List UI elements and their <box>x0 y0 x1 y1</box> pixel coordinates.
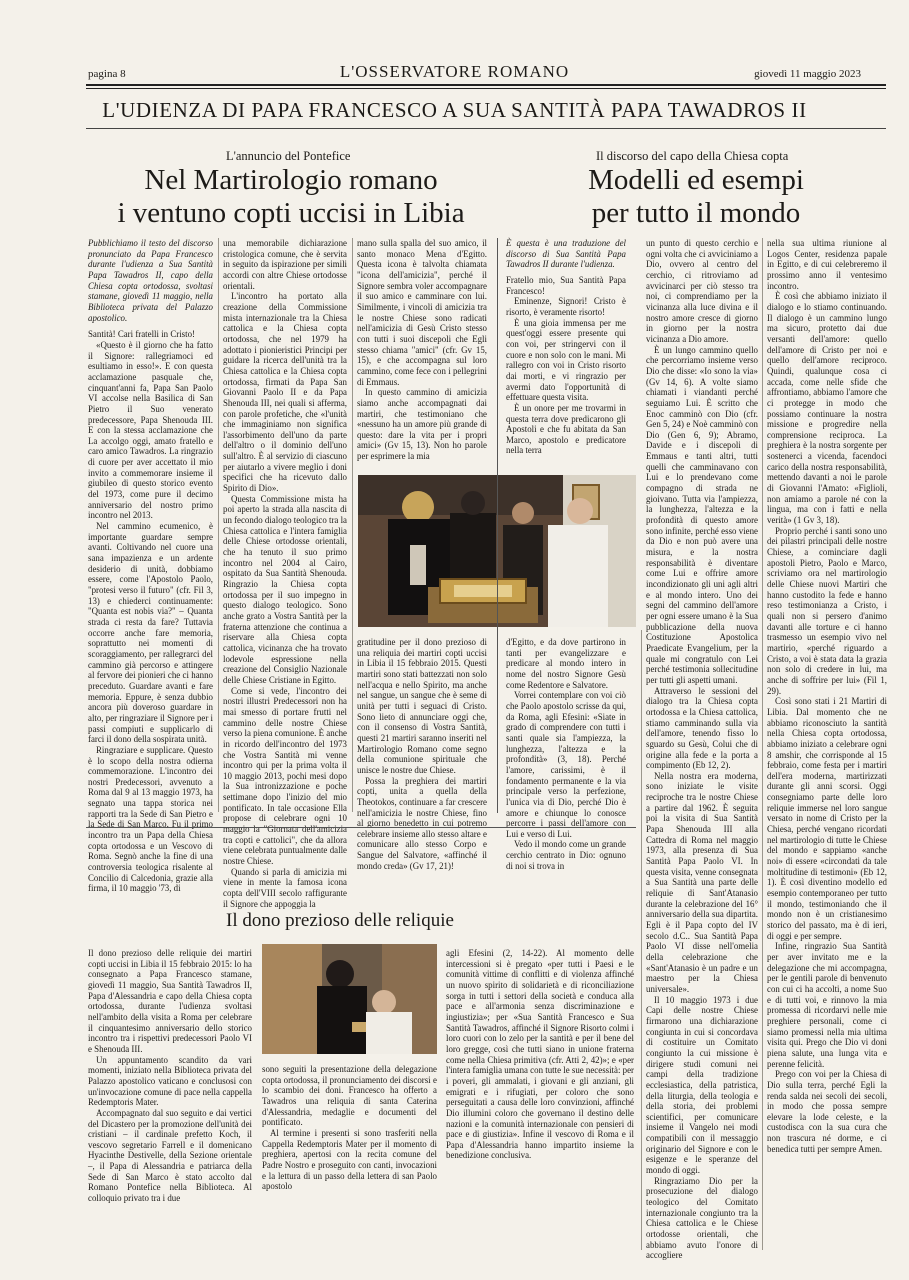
column-divider <box>352 238 353 812</box>
page-title: L'UDIENZA DI PAPA FRANCESCO A SUA SANTITÀ PAPA TAWADROS II <box>102 98 807 122</box>
bottom-col-2 <box>262 1064 437 1250</box>
left-intro: Pubblichiamo il testo del discorso pronunciato da Papa Francesco durante l'udienza a Sua Santità Papa Tawadros II, capo della Chiesa copta ortodossa, svoltasi stamane, giovedì 11 maggio, nella Biblioteca privata del Palazzo apostolico. <box>88 238 213 323</box>
bottom-article-rule <box>86 827 636 828</box>
photo-prayer-redemptoris-mater <box>262 944 437 1054</box>
right-col1-p3: È una gioia immensa per me quest'oggi essere presente qui con voi, per stringervi con il cuore e non solo con le mani. Mi rallegro con voi in Cristo risorto dai morti, e vi ringrazio per avermi dato l'opportunità di effettuare questa visita. <box>506 317 626 403</box>
photo-illustration-small <box>262 944 437 1054</box>
bottom-col-1 <box>88 948 252 1250</box>
masthead: L'OSSERVATORE ROMANO <box>339 62 570 81</box>
left-col2-p0: una memorabile dichiarazione cristologica comune, che è servita in seguito da ispirazione per simili accordi con altre Chiese ortodosse orientali. <box>223 238 347 291</box>
left-headline-line1: Nel Martirologio romano <box>144 164 438 196</box>
right-col3-p4: Infine, ringrazio Sua Santità per aver invitato me e la delegazione che mi accompagna, per le gentili parole di benvenuto con cui ci ha accolti, a nome Suo e di tutti voi, e rinnovo la mia promessa di ricordarvi nelle mie preghiere personali, come ci siamo promessi nella mia ultima visita qui. Prego che Dio vi doni piena salute, una lunga vita e perenne felicità. <box>767 941 887 1069</box>
bottom-col3-p0: agli Efesini (2, 14-22). Al momento delle intercessioni si è pregato «per tutti i Paesi e le comunità vittime di conflitti e di violenza affinché un nuovo spirito di solidarietà e di riconciliazione sorga in tutti i settori della società e conduca alla pace e all'armonia senza discriminazione e ingiustizia»; per «Sua Santità Francesco e Sua Santità Tawadros, affinché il Signore Risorto colmi i loro cuori con lo zelo per la santità e per il bene del loro gregge, così che tutti siano in unione fraterna come nella Chiesa primitiva (cfr. Atti 2, 42)»; e «per l'intera famiglia umana con tutte le sue necessità: per i poveri, gli ammalati, i giovani e gli anziani, gli emigrati e i rifugiati, per coloro che sono perseguitati a causa delle loro convinzioni, affinché Dio illumini coloro che governano il destino delle nazioni e la comunità internazionale con pensieri di pace e di giustizia». Infine il vescovo di Roma e il Papa d'Alessandria hanno impartito insieme la benedizione conclusiva. <box>446 948 634 1161</box>
bottom-headline: Il dono prezioso delle reliquie <box>226 910 454 931</box>
left-headline <box>86 164 496 230</box>
article-divider <box>497 238 498 813</box>
issue-date: giovedì 11 maggio 2023 <box>754 68 861 80</box>
bottom-col-3 <box>446 948 634 1250</box>
right-col3-p3: Così sono stati i 21 Martiri di Libia. Dal momento che ne abbiamo riconosciuto la santità nella Chiesa copta ortodossa, abbiamo iniziato a celebrare ogni 8 amshir, che corrisponde al 15 febbraio, come festa per i martiri dell'era moderna, martirizzati durante gli anni scorsi. Oggi consegniamo parte delle loro reliquie immerse nel loro sangue versato in nome di Cristo per la Chiesa, perché vengano ricordati nel martirologio di tutte le Chiese del mondo e sappiamo «anche noi» di essere «circondati da tale moltitudine di testimoni» (Eb 12, 1). È così diventino modello ed esempio contemporaneo per tutto il mondo, testimoniando che il mondo non è un cristianesimo storico del passato, ma è di ieri, di oggi e per sempre. <box>767 696 887 941</box>
left-col2-p4: Quando si parla di amicizia mi viene in mente la famosa icona copta dell'VIII secolo raffigurante il Signore che appoggia la <box>223 866 347 909</box>
right-col-1-top <box>506 238 626 472</box>
left-col2-p2: Questa Commissione mista ha poi aperto la strada alla nascita di un fecondo dialogo teologico tra la Chiesa cattolica e l'intera famiglia delle Chiese ortodosse orientali, che ha tenuto il suo primo incontro nel 2004 al Cairo, ospitato da Sua Santità Shenouda. Ringrazio la Chiesa copta ortodossa per il suo impegno in questo dialogo teologico. Sono anche grato a Vostra Santità per la fraterna attenzione che continua a riservare alla Chiesa copta cattolica, vicinanza che ha trovato lodevole espressione nella creazione del Consiglio Nazionale delle Chiese Cristiane in Egitto. <box>223 493 347 685</box>
right-headline-line1: Modelli ed esempi <box>588 164 804 196</box>
left-col3-p3: Possa la preghiera dei martiri copti, unita a quella della Theotokos, continuare a far crescere nell'amicizia le nostre Chiese, fino al giorno benedetto in cui potremo celebrare insieme allo stesso altare e comunicare allo stesso Corpo e Sangue del Salvatore, «affinché il mondo creda» (Gv 17, 21)! <box>357 775 487 871</box>
right-col3-p5: Prego con voi per la Chiesa di Dio sulla terra, perché Egli la renda salda nei secoli dei secoli, in modo che possa sempre elevare la lode celeste, e la custodisca con la sua cura che non trascura né dorme, e ci benedica tutti per sempre Amen. <box>767 1069 887 1154</box>
column-divider <box>218 238 219 812</box>
column-divider <box>762 238 763 1250</box>
left-col1-p2: Nel cammino ecumenico, è importante guardare sempre avanti. Coltivando nel cuore una sana impazienza e un ardente desiderio di unità, dobbiamo essere, come l'Apostolo Paolo, "protesi verso il futuro" (cfr. Fil 3, 13) e chiederci continuamente: "Quanta est nobis via?" – Quanta strada ci resta da fare? Tuttavia occorre anche fare memoria, soprattutto nei momenti di scoraggiamento, per rallegrarci del cammino già percorso e attingere al fervore dei pionieri che ci hanno preceduto. Guardare avanti e fare memoria. Eppure, è senza dubbio ancora più doveroso guardare in alto, per ringraziare il Signore per i passi compiuti e supplicarlo di farci il dono della sospirata unità. <box>88 521 213 745</box>
left-col3-p0: mano sulla spalla del suo amico, il santo monaco Mena d'Egitto. Questa icona è talvolta chiamata "icona dell'amicizia", perché il Signore sembra voler accompagnare il suo amico e camminare con lui. Similmente, i vincoli di amicizia tra le nostre Chiese sono radicati nell'amicizia di Gesù Cristo stesso con tutti i suoi discepoli che Egli stesso chiama "amici" (cfr. Gv 15, 15), e che accompagna sul loro cammino, come fece con i pellegrini di Emmaus. <box>357 238 487 387</box>
bottom-col1-p1: Un appuntamento scandito da vari momenti, iniziato nella Biblioteca privata del Palazzo apostolico vaticano e conclusosi con un'invocazione comune di pace nella cappella Redemptoris Mater. <box>88 1054 252 1108</box>
right-col1-p2: Eminenze, Signori! Cristo è risorto, è veramente risorto! <box>506 296 626 317</box>
left-col-1 <box>88 238 213 894</box>
header-rule <box>86 84 886 86</box>
right-col1-p6: Vorrei contemplare con voi ciò che Paolo apostolo scrisse da qui, da Roma, agli Efesini: «Siate in grado di comprendere con tutti i santi quale sia l'ampiezza, la lunghezza, l'altezza e la profondità» (3, 18). Perché l'amore, carissimi, è il fondamento permanente e la via principale verso la perfezione, l'unica via di Dio, perché Dio è amore e chiunque lo conosce percorre i passi dell'amore con Lui e verso di Lui. <box>506 690 626 839</box>
right-col-3 <box>767 238 887 1250</box>
right-col2-p1: È un lungo cammino quello che percorriamo insieme verso Dio che disse: «Io sono la via» (Gv 14, 6). A volte siamo chiamati i viandanti perché seguiamo Lui. È scritto che Enoc camminò con Dio (cfr. Gen 5, 24) e Noè camminò con Dio (Gen 6, 9); Abramo, Davide e i discepoli di Emmaus e tanti altri, tutti quelli che camminavano con Lui e lo prendevano come compagno di strada ne gioivano. Tutta via l'ampiezza, la lunghezza, l'altezza e la profondità di questo amore sono infinite, perché esso viene da Dio e non può avere una misura, e la nostra responsabilità è diventare come Lui e offrire amore incondizionato gli uni agli altri e al mondo intero. Uno dei segni del cammino dell'amore per ogni essere umano è la Sua pubblicazione della nuova Costituzione Apostolica Praedicate Evangelium, per la quale mi congratulo con Lei perché testimonia sollecitudine per tutti gli aspetti umani. <box>646 344 758 685</box>
left-col1-p3: Ringraziare e supplicare. Questo è lo scopo della nostra odierna commemorazione. L'incontro dei nostri Predecessori, avvenuto a Roma dal 9 al 13 maggio 1973, ha segnato una tappa storica nei rapporti tra la Sede di San Pietro e la Sede di San Marco. Fu il primo incontro tra un Papa della Chiesa copta ortodossa e un Vescovo di Roma. Segnò anche la fine di una controversia teologica risalente al Concilio di Calcedonia, grazie alla firma, il 10 maggio '73, di <box>88 744 213 894</box>
right-intro: È questa è una traduzione del discorso di Sua Santità Papa Tawadros II durante l'udienza. <box>506 238 626 270</box>
right-col2-p0: un punto di questo cerchio e ogni volta che ci avviciniamo a Dio, ovvero al centro del cerchio, ci ritroviamo ad avvicinarci per ciò stesso tra noi, ci comprendiamo per la vicinanza alla luce divina e il nostro amore cresce di giorno in giorno per la nostra vicinanza a Dio amore. <box>646 238 758 344</box>
left-col-3-bottom <box>357 637 487 871</box>
left-col3-p1: In questo cammino di amicizia siamo anche accompagnati dai martiri, che testimoniano che «nessuno ha un amore più grande di questo: dare la vita per i propri amici» (Gv 15, 13). Non ho parole per esprimere la mia <box>357 387 487 462</box>
left-kicker: L'annuncio del Pontefice <box>226 149 351 163</box>
left-col2-p3: Come si vede, l'incontro dei nostri illustri Predecessori non ha mai smesso di portare frutti nel cammino delle nostre Chiese verso la piena comunione. È anche in ricordo dell'incontro del 1973 che Vostra Santità mi venne incontro qui per la prima volta il 10 maggio 2013, pochi mesi dopo la Sua intronizzazione e poche settimane dopo l'inizio del mio pontificato. In tale occasione Ella propose di celebrare ogni 10 maggio la "Giornata dell'amicizia tra copti e cattolici", che da allora viene celebrata puntualmente dalle nostre Chiese. <box>223 685 347 867</box>
page-number: pagina 8 <box>88 68 126 80</box>
left-col2-p1: L'incontro ha portato alla creazione della Commissione mista internazionale tra la Chiesa cattolica e la Chiesa copta ortodossa, che nel 1979 ha adottato i pionieristici Principi per guidare la ricerca dell'unità tra la Chiesa cattolica e la Chiesa copta ortodossa, firmati da Papa San Giovanni Paolo II e da Papa Shenouda III, nei quali si afferma, con parole profetiche, che «l'unità che immaginiamo non significa l'assorbimento dell'uno da parte dell'altro o il dominio dell'uno sull'altro. È al servizio di ciascuno per aiutarlo a vivere meglio i doni specifici che ha ricevuto dallo Spirito di Dio». <box>223 291 347 494</box>
right-col2-p2: Attraverso le sessioni del dialogo tra la Chiesa copta ortodossa e la Chiesa cattolica, stiamo camminando sulla via dell'amore, tenendo fisso lo sguardo su Gesù, Colui che di origine alla fede e la porta a compimento (Eb 12, 2). <box>646 685 758 771</box>
right-col3-p2: Proprio perché i santi sono uno dei pilastri principali delle nostre Chiese, a cominciare dagli apostoli Pietro, Paolo e Marco, scriviamo ora nel martirologio delle Chiese nuovi Martiri che hanno custodito la fede e hanno reso testimonianza a Cristo, i quali non si persero d'animo davanti alle torture e ci hanno trasmesso un esempio vivo nel martirio, «perché riguardo a Cristo, a voi è stata data la grazia non solo di credere in lui, ma anche di soffrire per lui» (Fil 1, 29). <box>767 525 887 696</box>
right-headline-line2: per tutto il mondo <box>591 197 801 229</box>
left-col-3-top <box>357 238 487 472</box>
bottom-col1-p0: Il dono prezioso delle reliquie dei martiri copti uccisi in Libia il 15 febbraio 2015: lo ha consegnato a Papa Francesco stamane, giovedì 11 maggio, Sua Santità Tawadros II, Papa d'Alessandria e capo della Chiesa copta ortodossa, durante l'udienza svoltasi nell'ambito della visita a Roma per celebrare il cinquantesimo anniversario dello storico incontro tra i rispettivi predecessori Paolo VI e Shenouda III. <box>88 948 252 1054</box>
right-col1-p5: d'Egitto, e da dove partirono in tanti per evangelizzare e predicare al mondo intero in nome del nostro Signore Gesù come Redentore e Salvatore. <box>506 637 626 690</box>
right-col2-p5: Ringraziamo Dio per la prosecuzione del dialogo teologico del Comitato internazionale congiunto tra la Chiesa cattolica e le Chiese ortodosse orientali, che abbiamo avuto l'onore di accogliere <box>646 1175 758 1261</box>
bottom-col1-p2: Accompagnato dal suo seguito e dai vertici del Dicastero per la promozione dell'unità dei cristiani – il cardinale prefetto Koch, il vescovo segretario Farrell e il domenicano Hyacinthe Destivelle, della Sezione orientale –, il Papa di Alessandria e patriarca della Sede di San Marco è stato accolto dal Romano Pontefice nella Biblioteca. Al colloquio privato tra i due <box>88 1107 252 1204</box>
left-col1-p1: «Questo è il giorno che ha fatto il Signore: rallegriamoci ed esultiamo in esso!». E con questa acclamazione pasquale che, cinquant'anni fa, Papa San Paolo VI accolse nella Basilica di San Pietro il Suo venerato predecessore, Papa Shenouda III. E con la stessa acclamazione che La accolgo oggi, amato fratello e caro amico Tawadros. La ringrazio di cuore per aver accettato il mio invito a commemorare insieme il giubileo di questo storico evento del 1973, come pure il decimo anniversario del nostro primo incontro nel 2013. <box>88 339 213 521</box>
right-headline <box>506 164 886 230</box>
bottom-col2-p1: Al termine i presenti si sono trasferiti nella Cappella Redemptoris Mater per il momento di preghiera, apertosi con la recita comune del Padre Nostro e proseguito con canti, invocazioni e la lettura di un passo della lettera di san Paolo apostolo <box>262 1127 437 1192</box>
right-col1-p1: Fratello mio, Sua Santità Papa Francesco! <box>506 274 626 296</box>
right-col1-p7: Vedo il mondo come un grande cerchio centrato in Dio: ognuno di noi si trova in <box>506 839 626 871</box>
right-col3-p0: nella sua ultima riunione al Logos Center, residenza papale in Egitto, e di cui celebreremo il prossimo anno il ventesimo incontro. <box>767 238 887 291</box>
right-col1-p4: È un onore per me trovarmi in questa terra dove predicarono gli Apostoli e che fu abitata da San Marco, apostolo e predicatore nella terra <box>506 402 626 456</box>
left-col1-p0: Santità! Cari fratelli in Cristo! <box>88 329 195 340</box>
left-col3-p2: gratitudine per il dono prezioso di una reliquia dei martiri copti uccisi in Libia il 15 febbraio 2015. Questi martiri sono stati battezzati non solo nell'acqua e nello Spirito, ma anche nel sangue, un sangue che è seme di unità per tutti i seguaci di Cristo. Sono lieto di annunciare oggi che, con il consenso di Vostra Santità, questi 21 martiri saranno inseriti nel Martirologio Romano come segno della comunione spirituale che unisce le nostre due Chiese. <box>357 637 487 775</box>
bottom-col2-p0: sono seguiti la presentazione della delegazione copta ortodossa, il pronunciamento dei discorsi e lo scambio dei doni. Francesco ha offerto a Tawadros una reliquia di santa Caterina d'Alessandria, medaglie e documenti del pontificato. <box>262 1064 437 1128</box>
left-col-2 <box>223 238 347 909</box>
left-headline-line2: i ventuno copti uccisi in Libia <box>117 197 465 229</box>
title-rule <box>86 128 886 129</box>
right-kicker: Il discorso del capo della Chiesa copta <box>596 149 789 163</box>
header-rule-thin <box>86 88 886 89</box>
right-col2-p4: Il 10 maggio 1973 i due Capi delle nostre Chiese firmarono una dichiarazione congiunta in cui si concordava di costituire un Comitato congiunto la cui missione è dirigere studi comuni nei campi della tradizione ecclesiastica, della patristica, della liturgia, della teologia e della storia, dei problemi scientifici, per comunicare insieme il Vangelo nei modi compatibili con il messaggio originario del Signore e con le esigenze e le speranze del mondo di oggi. <box>646 994 758 1176</box>
right-col-1-bottom <box>506 637 626 871</box>
right-col3-p1: È così che abbiamo iniziato il dialogo e lo stiamo continuando. Il dialogo è un cammino lungo ma sicuro, protetto dai due versanti dell'amore: quello dell'amore di Cristo per noi e quello dell'amore reciproco. Quindi, qualunque cosa ci accada, come nelle sfide che affrontiamo, abbiamo l'amore che ci protegge in modo che possiamo continuare la nostra missione e progredire nella comprensione reciproca. La preghiera è la nostra sorgente per sostenerci a vicenda, facendoci carico della nostra responsabilità, mettendo davanti a noi le parole di Giovanni l'Amato: «Figlioli, non amiamo a parole né con la lingua, ma con i fatti e nella verità» (1 Gv 3, 18). <box>767 291 887 526</box>
right-col2-p3: Nella nostra era moderna, sono iniziate le visite reciproche tra le nostre Chiese a partire dal 1962. È seguita poi la visita di Sua Santità Papa Shenouda III alla Cattedra di Roma nel maggio 1973, alla presenza di Sua Santità Papa Paolo VI. In questa visita, venne consegnata a Sua Santità una parte delle reliquie di Sant'Atanasio durante la celebrazione del 16° anniversario della sua dipartita. Egli è il Papa copto del IV secolo d.C.. Sua Santità Papa Paolo VI disse nell'omelia della celebrazione che «Sant'Atanasio è un padre e un maestro per la Chiesa universale». <box>646 770 758 994</box>
column-divider <box>641 630 642 1250</box>
right-col-2 <box>646 238 758 1261</box>
